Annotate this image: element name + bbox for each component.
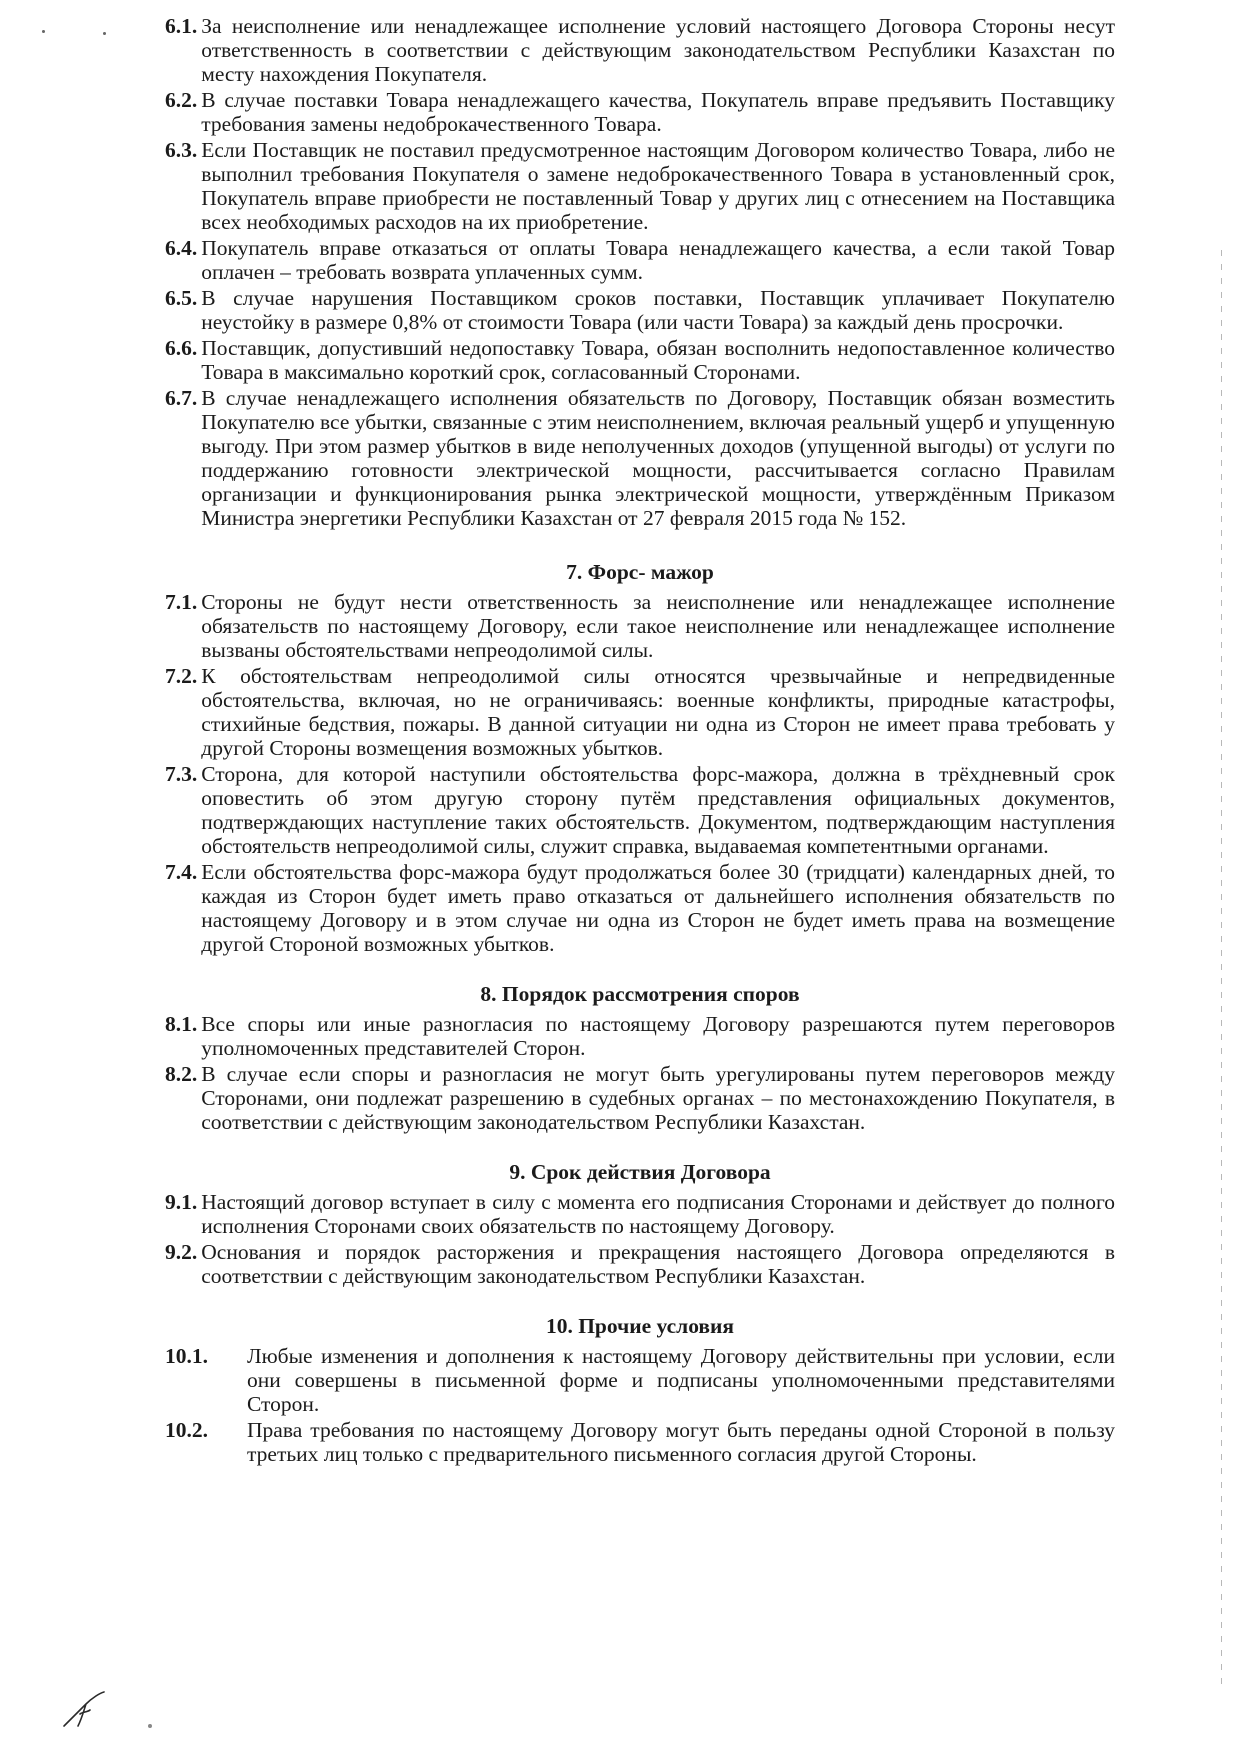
handwritten-initial-signature — [60, 1690, 110, 1730]
clause-number: 10.2. — [165, 1418, 208, 1442]
clause-number: 8.1. — [165, 1012, 198, 1036]
clause-6-3 — [165, 138, 1115, 234]
scan-speck — [148, 1724, 152, 1728]
section-9-heading: 9. Срок действия Договора — [509, 1160, 771, 1184]
clause-text: Основания и порядок расторжения и прекращения настоящего Договора определяются в соответствии с действующим законодательством Республики Казахстан. — [201, 1240, 1115, 1288]
section-10-heading: 10. Прочие условия — [545, 1314, 735, 1338]
clause-6-5 — [165, 286, 1115, 334]
clause-8-1 — [165, 1012, 1115, 1060]
clause-number: 7.1. — [165, 590, 198, 614]
clause-number: 9.1. — [165, 1190, 198, 1214]
clause-number: 7.4. — [165, 860, 198, 884]
section-8 — [165, 1012, 1115, 1134]
clause-text: Любые изменения и дополнения к настоящему Договору действительны при условии, если они совершены в письменной форме и подписаны уполномоченными представителями Сторон. — [247, 1344, 1115, 1416]
section-9 — [165, 1190, 1115, 1288]
clause-text: Если Поставщик не поставил предусмотренное настоящим Договором количество Товара, либо не выполнил требования Покупателя о замене недоброкачественного Товара в установленный срок, Покупатель вправе приобрести не поставленный Товар у других лиц с отнесением на Поставщика всех необходимых расходов на их приобретение. — [201, 138, 1115, 234]
clause-6-2 — [165, 88, 1115, 136]
clause-text: В случае если споры и разногласия не могут быть урегулированы путем переговоров между Сторонами, они подлежат разрешению в судебных органах – по местонахождению Покупателя, в соответствии с действующим законодательством Республики Казахстан. — [201, 1062, 1115, 1134]
clause-8-2 — [165, 1062, 1115, 1134]
clause-number: 8.2. — [165, 1062, 198, 1086]
clause-6-4 — [165, 236, 1115, 284]
clause-10-1 — [165, 1344, 1115, 1416]
clause-text: Стороны не будут нести ответственность за неисполнение или ненадлежащее исполнение обязательств по настоящему Договору, если такое неисполнение или ненадлежащее исполнение вызваны обстоятельствами непреодолимой силы. — [201, 590, 1115, 662]
clause-text: К обстоятельствам непреодолимой силы относятся чрезвычайные и непредвиденные обстоятельства, включая, но не ограничиваясь: военные конфликты, природные катастрофы, стихийные бедствия, пожары. В данной ситуации ни одна из Сторон не имеет права требовать у другой Стороны возмещения возможных убытков. — [201, 664, 1115, 760]
clause-6-6 — [165, 336, 1115, 384]
clause-text: Покупатель вправе отказаться от оплаты Товара ненадлежащего качества, а если такой Товар оплачен – требовать возврата уплаченных сумм. — [201, 236, 1115, 284]
clause-number: 6.7. — [165, 386, 198, 410]
clause-number: 6.5. — [165, 286, 198, 310]
clause-number: 9.2. — [165, 1240, 198, 1264]
clause-number: 6.1. — [165, 14, 198, 38]
clause-6-7 — [165, 386, 1115, 530]
clause-text: За неисполнение или ненадлежащее исполнение условий настоящего Договора Стороны несут ответственность в соответствии с действующим законодательством Республики Казахстан по месту нахождения Покупателя. — [201, 14, 1115, 86]
clause-number: 10.1. — [165, 1344, 208, 1368]
clause-6-1 — [165, 14, 1115, 86]
clause-7-2 — [165, 664, 1115, 760]
clause-10-2 — [165, 1418, 1115, 1466]
scan-speck — [103, 32, 106, 35]
clause-9-1 — [165, 1190, 1115, 1238]
clause-text: В случае ненадлежащего исполнения обязательств по Договору, Поставщик обязан возместить Покупателю все убытки, связанные с этим неисполнением, включая реальный ущерб и упущенную выгоду. При этом размер убытков в виде неполученных доходов (упущенной выгоды) от услуги по поддержанию готовности электрической мощности, рассчитывается согласно Правилам организации и функционирования рынка электрической мощности, утверждённым Приказом Министра энергетики Республики Казахстан от 27 февраля 2015 года № 152. — [201, 386, 1115, 530]
section-7-heading: 7. Форс- мажор — [566, 560, 714, 584]
section-8-heading: 8. Порядок рассмотрения споров — [480, 982, 800, 1006]
clause-text: В случае поставки Товара ненадлежащего качества, Покупатель вправе предъявить Поставщику требования замены недоброкачественного Товара. — [201, 88, 1115, 136]
clause-number: 7.3. — [165, 762, 198, 786]
clause-text: Настоящий договор вступает в силу с момента его подписания Сторонами и действует до полного исполнения Сторонами своих обязательств по настоящему Договору. — [201, 1190, 1115, 1238]
scan-edge-artifact — [1221, 250, 1222, 1690]
clause-text: Если обстоятельства форс-мажора будут продолжаться более 30 (тридцати) календарных дней, то каждая из Сторон будет иметь право отказаться от дальнейшего исполнения обязательств по настоящему Договору и в этом случае ни одна из Сторон не будет иметь права на возмещение другой Стороной возможных убытков. — [201, 860, 1115, 956]
section-6 — [165, 14, 1115, 530]
section-7 — [165, 590, 1115, 956]
clause-text: В случае нарушения Поставщиком сроков поставки, Поставщик уплачивает Покупателю неустойку в размере 0,8% от стоимости Товара (или части Товара) за каждый день просрочки. — [201, 286, 1115, 334]
section-10 — [165, 1344, 1115, 1466]
clause-number: 6.2. — [165, 88, 198, 112]
scan-speck — [42, 30, 45, 33]
clause-9-2 — [165, 1240, 1115, 1288]
clause-number: 6.6. — [165, 336, 198, 360]
clause-7-1 — [165, 590, 1115, 662]
clause-text: Все споры или иные разногласия по настоящему Договору разрешаются путем переговоров уполномоченных представителей Сторон. — [201, 1012, 1115, 1060]
clause-number: 7.2. — [165, 664, 198, 688]
clause-text: Сторона, для которой наступили обстоятельства форс-мажора, должна в трёхдневный срок оповестить об этом другую сторону путём представления официальных документов, подтверждающих наступление таких обстоятельств. Документом, подтверждающим наступления обстоятельств непреодолимой силы, служит справка, выдаваемая компетентными органами. — [201, 762, 1115, 858]
clause-number: 6.4. — [165, 236, 198, 260]
clause-number: 6.3. — [165, 138, 198, 162]
clause-text: Поставщик, допустивший недопоставку Товара, обязан восполнить недопоставленное количество Товара в максимально короткий срок, согласованный Сторонами. — [201, 336, 1115, 384]
document-body — [165, 14, 1115, 1468]
clause-7-3 — [165, 762, 1115, 858]
clause-7-4 — [165, 860, 1115, 956]
clause-text: Права требования по настоящему Договору могут быть переданы одной Стороной в пользу третьих лиц только с предварительного письменного согласия другой Стороны. — [247, 1418, 1115, 1466]
